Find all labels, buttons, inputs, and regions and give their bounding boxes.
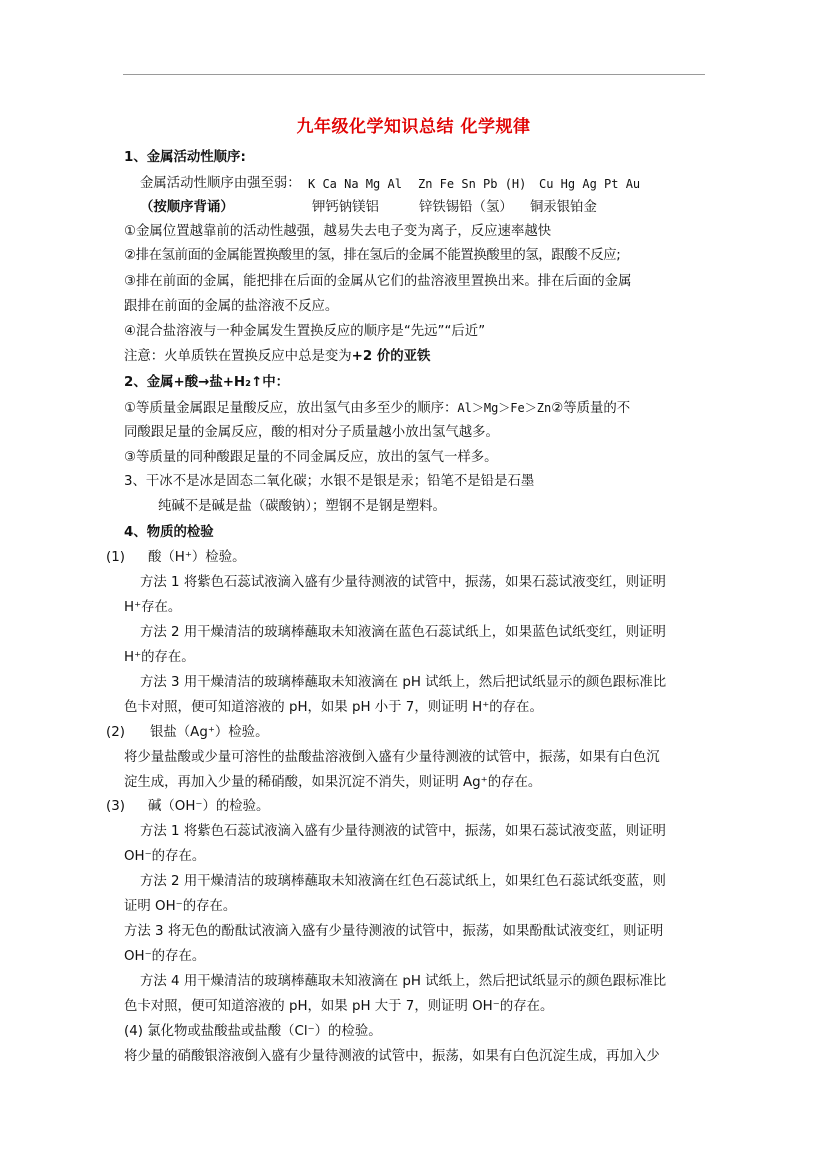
- sec2-point-1a: [124, 398, 630, 419]
- order-group-1: K Ca Na Mg Al: [308, 177, 402, 191]
- metal-order: Al＞Mg＞Fe＞Zn: [457, 401, 552, 415]
- sec3-line-2: 纯碱不是碱是盐（碳酸钠）；塑钢不是钢是塑料。: [158, 499, 446, 514]
- sec2-point-1a-tail: ②等质量的不: [551, 401, 631, 416]
- base-method-1b: OH⁻的存在。: [124, 849, 206, 864]
- sec1-note: [124, 347, 430, 367]
- sec2-point-2: ③等质量的同种酸跟足量的不同金属反应，放出的氢气一样多。: [124, 450, 498, 465]
- acid-method-2b: H⁺的存在。: [124, 650, 195, 665]
- base-method-3b: OH⁻的存在。: [124, 949, 206, 964]
- sec3-line-1: 3、干冰不是冰是固态二氧化碳；水银不是银是汞；铅笔不是铅是石墨: [124, 474, 535, 489]
- mnemonic-group-2: 锌铁锡铅（氢）: [419, 200, 513, 215]
- chloride-title: (4) 氯化物或盐酸盐或盐酸（Cl⁻）的检验。: [124, 1024, 382, 1039]
- sec1-point-3b: 跟排在前面的金属的盐溶液不反应。: [124, 299, 339, 314]
- sec1-point-3a: ③排在前面的金属，能把排在后面的金属从它们的盐溶液里置换出来。排在后面的金属: [124, 274, 632, 289]
- silver-title: 银盐（Ag⁺）检验。: [150, 725, 269, 740]
- base-method-3a: 方法 3 将无色的酚酞试液滴入盛有少量待测液的试管中，振荡，如果酚酞试液变红，则证明: [124, 924, 664, 939]
- base-method-4b: 色卡对照，便可知道溶液的 pH，如果 pH 大于 7，则证明 OH⁻的存在。: [124, 999, 554, 1014]
- base-method-2b: 证明 OH⁻的存在。: [124, 899, 237, 914]
- sec1-note-text: 注意：火单质铁在置换反应中总是变为: [124, 349, 352, 364]
- acid-method-2a: 方法 2 用干燥清洁的玻璃棒蘸取未知液滴在蓝色石蕊试纸上，如果蓝色试纸变红，则证明: [140, 625, 666, 640]
- acid-num: (1): [106, 550, 125, 565]
- sec1-point-2: ②排在氢前面的金属能置换酸里的氢，排在氢后的金属不能置换酸里的氢，跟酸不反应;: [124, 248, 621, 263]
- page-title: 九年级化学知识总结 化学规律: [296, 117, 531, 137]
- silver-line-a: 将少量盐酸或少量可溶性的盐酸盐溶液倒入盛有少量待测液的试管中，振荡，如果有白色沉: [124, 750, 660, 765]
- base-method-1a: 方法 1 将紫色石蕊试液滴入盛有少量待测液的试管中，振荡，如果石蕊试液变蓝，则证明: [140, 824, 666, 839]
- base-num: (3): [106, 799, 125, 814]
- sec2-heading: 2、金属+酸→盐+H₂↑中：: [124, 375, 290, 390]
- base-title: 碱（OH⁻）的检验。: [148, 799, 270, 814]
- silver-line-b: 淀生成，再加入少量的稀硝酸，如果沉淀不消失，则证明 Ag⁺的存在。: [124, 775, 542, 790]
- silver-num: (2): [106, 725, 125, 740]
- acid-method-3a: 方法 3 用干燥清洁的玻璃棒蘸取未知液滴在 pH 试纸上，然后把试纸显示的颜色跟标准比: [140, 675, 667, 690]
- sec2-point-1a-text: ①等质量金属跟足量酸反应，放出氢气由多至少的顺序：: [124, 401, 458, 416]
- header-rule: [123, 74, 705, 75]
- order-group-3: Cu Hg Ag Pt Au: [539, 177, 641, 191]
- sec1-note-emphasis: +2 价的亚铁: [351, 349, 431, 364]
- sec1-point-1: ①金属位置越靠前的活动性越强，越易失去电子变为离子，反应速率越快: [124, 224, 552, 239]
- acid-method-1a: 方法 1 将紫色石蕊试液滴入盛有少量待测液的试管中，振荡，如果石蕊试液变红，则证明: [140, 575, 666, 590]
- base-method-4a: 方法 4 用干燥清洁的玻璃棒蘸取未知液滴在 pH 试纸上，然后把试纸显示的颜色跟标准比: [140, 974, 667, 989]
- sec1-heading: 1、金属活动性顺序:: [124, 150, 246, 165]
- base-method-2a: 方法 2 用干燥清洁的玻璃棒蘸取未知液滴在红色石蕊试纸上，如果红色石蕊试纸变蓝，则: [140, 874, 666, 889]
- mnemonic-label: （按顺序背诵）: [140, 200, 234, 215]
- sec1-point-4: ④混合盐溶液与一种金属发生置换反应的顺序是“先远”“后近”: [124, 324, 486, 339]
- chloride-line-a: 将少量的硝酸银溶液倒入盛有少量待测液的试管中，振荡，如果有白色沉淀生成，再加入少: [124, 1049, 660, 1064]
- mnemonic-group-3: 铜汞银铂金: [530, 200, 597, 215]
- acid-method-3b: 色卡对照，便可知道溶液的 pH，如果 pH 小于 7，则证明 H⁺的存在。: [124, 700, 543, 715]
- acid-method-1b: H⁺存在。: [124, 600, 182, 615]
- sec2-point-1b: 同酸跟足量的金属反应，酸的相对分子质量越小放出氢气越多。: [124, 425, 499, 440]
- order-label: 金属活动性顺序由强至弱：: [140, 176, 301, 191]
- sec4-heading: 4、物质的检验: [124, 525, 214, 540]
- order-group-2: Zn Fe Sn Pb (H): [418, 177, 527, 191]
- mnemonic-group-1: 钾钙钠镁铝: [312, 200, 379, 215]
- acid-title: 酸（H⁺）检验。: [148, 550, 246, 565]
